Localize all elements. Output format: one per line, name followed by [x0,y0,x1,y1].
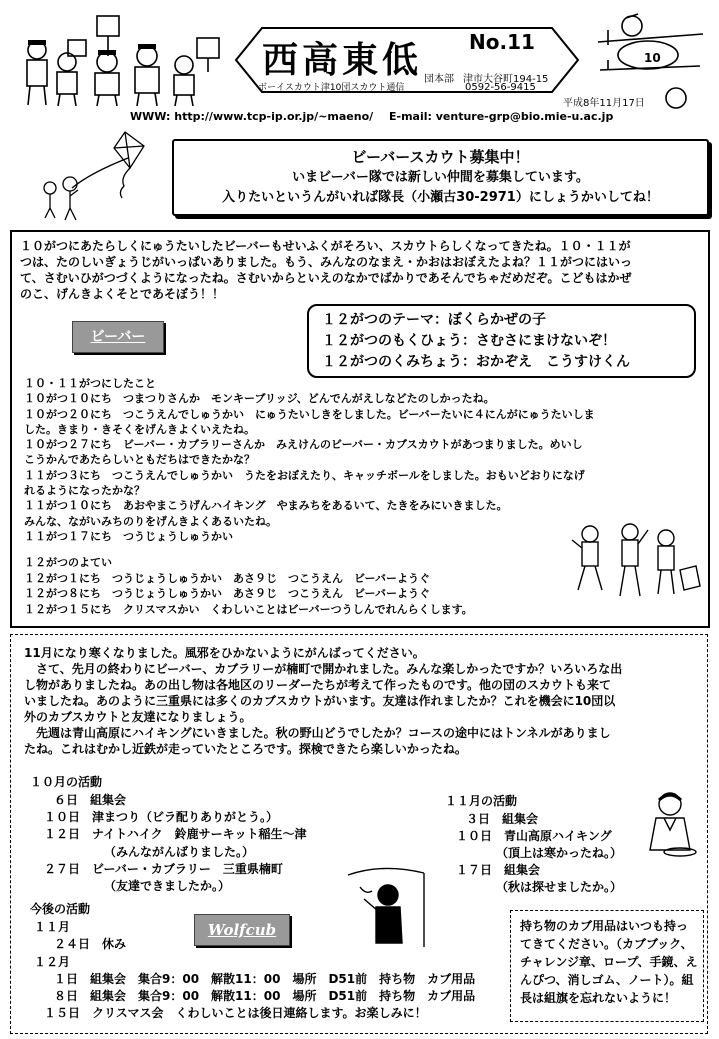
activity-line: １１がつ３にち つこうえんでしゅうかい うたをおぼえたり、キャッチボールをしました。おもいどおりになげ [24,468,585,482]
beaver-intro-line: つは、たのしいぎょうじがいっぱいありました。もう、みんなのなまえ・かおはおぼえたよね？１１がつにはいっ [20,255,633,269]
email-address[interactable]: E-mail: venture-grp@bio.mie-u.ac.jp [389,110,614,123]
cub-intro-line: たね。これはむかし近鉄が走っていたところです。探検できたら楽しいかったね。 [24,742,467,756]
activity-line: １１がつ１０にち あおやまこうげんハイキング やまみちをあるいて、たきをみにいきました。 [24,499,508,513]
recruit-line-1: いまビーバー隊では新しい仲間を募集しています。 [292,170,589,185]
recruit-title: ビーバースカウト募集中！ [351,148,530,166]
oct-item: １０日 津まつり（ビラ配りありがとう。） [44,810,279,825]
beaver-intro [20,238,704,302]
activity-line: みんな、ながいみちのりをげんきよくあるいたね。 [24,514,277,528]
theme-line: １２がつのテーマ：ぼくらかぜの子 [322,312,546,328]
activity-line: １０・１１がつにしたこと [24,377,156,390]
activity-line: れるようになったかな？ [24,484,145,498]
beaver-label: ビーバー [72,321,164,353]
november-activities [456,811,622,896]
oct-item-note: （友達できましたか。） [104,879,231,894]
schedule-line: １２がつ１にち つうじょうしゅうかい あさ９じ つこうえん ビーバーようぐ [24,571,431,585]
cub-intro-line: 外のカブスカウトと友達になりましょう。 [24,710,252,724]
oct-item: ２７日 ビーバー・カブラリー 三重県楠町 [44,861,283,876]
october-title: １０月の活動 [30,775,103,789]
hq-tel: 0592-56-9415 [465,82,536,93]
future-item: １日 組集会 集合9：00 解散11：00 場所 D51前 持ち物 カブ用品 [54,971,476,986]
future-item: ２４日 休み [54,937,127,952]
cub-intro-line: さて、先月の終わりにビーバー、カブラリーが楠町で開かれました。みんな楽しかったですか？いろいろな出 [24,662,623,676]
scout-cooking-illustration [640,790,702,862]
schedule-line: １２がつ１５にち クリスマスかい くわしいことはビーバーつうしんでれんらくします。 [24,602,473,616]
november-title: １１月の活動 [445,794,518,808]
cub-intro-line: 先週は青山高原にハイキングにいきました。秋の野山どうでしたか？コースの途中にはトンネルがありまし [24,726,611,740]
newsletter-title: 西高東低 [262,39,423,81]
nov-item: １０日 青山高原ハイキング [456,829,612,843]
goal-line: １２がつのもくひょう：さむさにまけないぞ！ [322,333,616,349]
hiking-children-illustration [568,520,703,605]
activity-line: １０がつ２７にち ビーバー・カブラリーさんか みえけんのビーバー・カブスカウトがあつまりました。めいし [24,438,583,452]
scouts-with-signs-illustration [12,10,227,108]
activity-line: １０がつ１０にち つまつりさんか モンキーブリッジ、どんでんがえしなどたのしかったね。 [24,392,495,406]
recruit-line-2: 入りたいというんがいれば隊長（小瀬古30-2971）にしょうかいしてね！ [222,190,659,205]
oct-item: １２日 ナイトハイク 鈴鹿サーキット稲生～津 [44,827,307,842]
cub-intro-line: し物がありましたね。あの出し物は各地区のリーダーたちが考えて作ったものです。他の団のスカウトも来て [24,678,612,692]
website-url[interactable]: WWW: http://www.tcp-ip.or.jp/~maeno/ [130,110,374,123]
beaver-intro-line: て、さむいひがつづくようになったね。さむいからといえのなかでばかりであそんでちゃだめだぞ。こどもはかぜ [20,271,632,285]
kite-children-illustration [20,128,170,223]
future-month: １２月 [34,954,71,969]
schedule-line: １２がつ８にち つうじょうしゅうかい あさ９じ つこうえん ビーバーようぐ [24,587,431,600]
oct-item: ６日 組集会 [54,793,127,807]
hq-address: 津市大谷町194-15 [463,74,549,85]
newsletter-subtitle: ボーイスカウト津10団スカウト通信 [258,83,405,93]
cub-intro [24,645,704,757]
plane-number: 10 [644,51,661,65]
hq-label: 団本部 [424,74,454,85]
beaver-intro-line: １０がつにあたらしくにゅうたいしたビーバーもせいふくがそろい、スカウトらしくなってきたね。１０・１１が [20,239,631,253]
activity-line: １１がつ１７にち つうじょうしゅうかい [24,529,233,543]
october-activities [44,792,306,895]
future-item: １５日 クリスマス会 くわしいことは後日連絡します。お楽しみに！ [44,1006,427,1021]
activity-line: １０がつ２０にち つこうえんでしゅうかい にゅうたいしきをしました。ビーバーたいに４にんがにゅうたいしま [24,407,595,421]
activity-line: した。きまり・きそくをげんきよくいえたね。 [24,422,255,436]
beaver-intro-line: のこ、げんきよくそとであそぼう！！ [20,287,225,301]
nov-item-note: （秋は探せましたか。） [496,880,623,894]
nov-item-note: （頂上は寒かったね。） [496,846,623,860]
oct-item-note: （みんながんばりました。） [104,844,255,859]
issue-number: No.11 [469,30,535,54]
activity-line: こうかんであたらしいともだちはできたかな？ [24,453,255,467]
cub-intro-line: 11月になり寒くなりました。風邪をひかないようにがんばってください。 [24,646,425,660]
leader-line: １２がつのくみちょう：おかぞえ こうすけくん [322,354,630,370]
beaver-schedule [24,555,584,617]
items-note: 持ち物のカブ用品はいつも持ってきてください。（カブブック、チャレンジ章、ロープ、手鏡、えんぴつ、消しゴム、ノート）。組長は組旗を忘れないように！ [520,919,698,1005]
issue-date: 平成8年11月17日 [563,98,645,109]
nov-item: ３日 組集会 [466,812,539,826]
future-month: １１月 [34,920,71,934]
cub-intro-line: いましたね。あのように三重県には多くのカブスカウトがいます。友達は作れましたか？これを機会に10団以 [24,694,616,708]
future-title: 今後の活動 [30,902,91,916]
nov-item: １７日 組集会 [456,863,541,877]
schedule-line: １２がつのよてい [24,556,112,569]
future-item: ８日 組集会 集合9：00 解散11：00 場所 D51前 持ち物 カブ用品 [54,989,476,1004]
wolfcub-label: Wolfcub [194,914,290,946]
